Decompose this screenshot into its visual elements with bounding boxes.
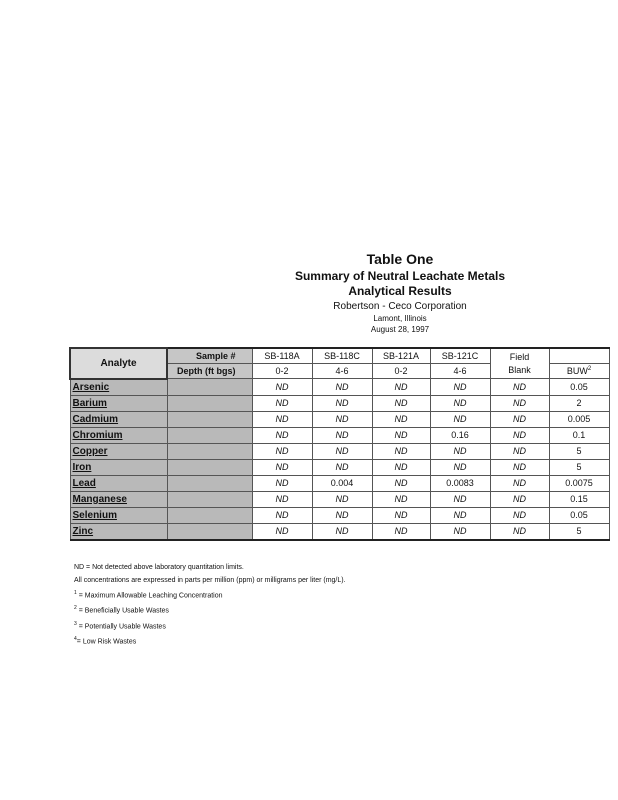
buw-value: 0.15	[549, 491, 609, 507]
buw-value: 0.005	[549, 411, 609, 427]
result-cell: ND	[252, 427, 312, 443]
table-body	[70, 379, 609, 540]
buw-value: 0.1	[549, 427, 609, 443]
field-blank-line1: Field	[509, 351, 530, 362]
result-cell: ND	[312, 395, 372, 411]
analyte-name: Chromium	[70, 427, 167, 443]
result-cell: ND	[430, 459, 490, 475]
table-row	[70, 459, 609, 475]
footnote-3	[74, 618, 346, 633]
result-cell: 0.004	[312, 475, 372, 491]
analyte-shade	[167, 459, 252, 475]
company-name: Robertson - Ceco Corporation	[333, 301, 467, 312]
buw-header	[549, 364, 609, 379]
depth-value: 0-2	[252, 364, 312, 379]
result-cell: 0.0083	[430, 475, 490, 491]
buw-value: 5	[549, 523, 609, 540]
table-row	[70, 507, 609, 523]
table-title-block	[200, 250, 600, 335]
depth-label: Depth (ft bgs)	[167, 364, 252, 379]
sample-id: SB-118C	[312, 348, 372, 364]
result-cell: ND	[490, 459, 549, 475]
footnote-1-text: = Maximum Allowable Leaching Concentration	[76, 592, 223, 600]
result-cell: ND	[312, 427, 372, 443]
result-cell: ND	[490, 507, 549, 523]
analyte-shade	[167, 523, 252, 540]
footnote-2-text: = Beneficially Usable Wastes	[76, 607, 169, 615]
result-cell: ND	[372, 491, 430, 507]
result-cell: ND	[372, 507, 430, 523]
footnote-4	[74, 633, 346, 648]
table-row	[70, 523, 609, 540]
result-cell: 0.16	[430, 427, 490, 443]
result-cell: ND	[312, 507, 372, 523]
depth-value: 4-6	[312, 364, 372, 379]
sample-id: SB-118A	[252, 348, 312, 364]
result-cell: ND	[372, 395, 430, 411]
results-table	[69, 347, 610, 541]
analyte-name: Lead	[70, 475, 167, 491]
table-row	[70, 491, 609, 507]
analyte-shade	[167, 491, 252, 507]
footnotes	[74, 561, 346, 648]
analyte-name: Zinc	[70, 523, 167, 540]
result-cell: ND	[312, 459, 372, 475]
buw-header-top	[549, 348, 609, 364]
result-cell: ND	[490, 379, 549, 396]
result-cell: ND	[372, 459, 430, 475]
result-cell: ND	[372, 379, 430, 396]
result-cell: ND	[372, 411, 430, 427]
result-cell: ND	[312, 491, 372, 507]
result-cell: ND	[252, 523, 312, 540]
buw-value: 2	[549, 395, 609, 411]
footnote-1-marker: 1	[74, 590, 77, 596]
result-cell: ND	[312, 523, 372, 540]
analyte-shade	[167, 443, 252, 459]
result-cell: ND	[252, 491, 312, 507]
buw-sup: 2	[587, 366, 592, 372]
sample-id: SB-121A	[372, 348, 430, 364]
result-cell: ND	[430, 491, 490, 507]
analyte-name: Cadmium	[70, 411, 167, 427]
result-cell: ND	[252, 459, 312, 475]
analyte-shade	[167, 427, 252, 443]
analyte-name: Manganese	[70, 491, 167, 507]
result-cell: ND	[430, 523, 490, 540]
footnote-2	[74, 602, 346, 617]
analyte-name: Iron	[70, 459, 167, 475]
depth-value: 4-6	[430, 364, 490, 379]
result-cell: ND	[252, 443, 312, 459]
depth-value: 0-2	[372, 364, 430, 379]
result-cell: ND	[372, 427, 430, 443]
table-title: Table One	[366, 251, 434, 267]
buw-value: 5	[549, 443, 609, 459]
result-cell: ND	[430, 443, 490, 459]
result-cell: ND	[372, 443, 430, 459]
analyte-shade	[167, 475, 252, 491]
table-row	[70, 475, 609, 491]
table-row	[70, 395, 609, 411]
footnote-4-text: = Low Risk Wastes	[76, 638, 137, 646]
buw-value: 0.05	[549, 379, 609, 396]
sample-label: Sample #	[167, 348, 252, 364]
footnote-3-marker: 3	[74, 620, 77, 627]
buw-value: 0.0075	[549, 475, 609, 491]
field-blank-header	[490, 348, 549, 379]
report-date: August 28, 1997	[370, 325, 430, 334]
result-cell: ND	[252, 395, 312, 411]
result-cell: ND	[312, 411, 372, 427]
result-cell: ND	[312, 379, 372, 396]
buw-value: 5	[549, 459, 609, 475]
analyte-name: Copper	[70, 443, 167, 459]
analyte-shade	[167, 507, 252, 523]
result-cell: ND	[490, 395, 549, 411]
result-cell: ND	[312, 443, 372, 459]
result-cell: ND	[430, 395, 490, 411]
result-cell: ND	[252, 475, 312, 491]
buw-label: BUW	[566, 366, 588, 376]
result-cell: ND	[490, 411, 549, 427]
analyte-name: Arsenic	[70, 379, 167, 396]
analyte-name: Barium	[70, 395, 167, 411]
footnote-1	[74, 587, 346, 602]
buw-value: 0.05	[549, 507, 609, 523]
table-row	[70, 379, 609, 396]
table-row	[70, 411, 609, 427]
footnote-2-marker: 2	[74, 605, 77, 612]
table-row	[70, 427, 609, 443]
table-subtitle: Summary of Neutral Leachate Metals	[294, 269, 506, 283]
result-cell: ND	[252, 379, 312, 396]
footnote-3-text: = Potentially Usable Wastes	[76, 622, 166, 630]
footnote-4-marker: 4	[74, 635, 77, 642]
sample-id: SB-121C	[430, 348, 490, 364]
result-cell: ND	[252, 411, 312, 427]
result-cell: ND	[490, 523, 549, 540]
result-cell: ND	[372, 523, 430, 540]
footnote-nd: ND = Not detected above laboratory quantitation limits.	[74, 564, 244, 571]
footnote-units: All concentrations are expressed in parts per million (ppm) or milligrams per liter (mg/L).	[74, 577, 346, 584]
header-row-samples	[70, 348, 609, 364]
result-cell: ND	[490, 427, 549, 443]
location: Lamont, Illinois	[373, 314, 427, 323]
analyte-shade	[167, 411, 252, 427]
analyte-shade	[167, 395, 252, 411]
result-cell: ND	[372, 475, 430, 491]
result-cell: ND	[430, 507, 490, 523]
result-cell: ND	[490, 491, 549, 507]
result-cell: ND	[430, 411, 490, 427]
table-subtitle-2: Analytical Results	[348, 284, 452, 298]
table-row	[70, 443, 609, 459]
result-cell: ND	[490, 475, 549, 491]
result-cell: ND	[490, 443, 549, 459]
analyte-shade	[167, 379, 252, 396]
field-blank-line2: Blank	[508, 364, 531, 375]
result-cell: ND	[252, 507, 312, 523]
result-cell: ND	[430, 379, 490, 396]
analyte-name: Selenium	[70, 507, 167, 523]
analyte-header: Analyte	[70, 348, 167, 379]
